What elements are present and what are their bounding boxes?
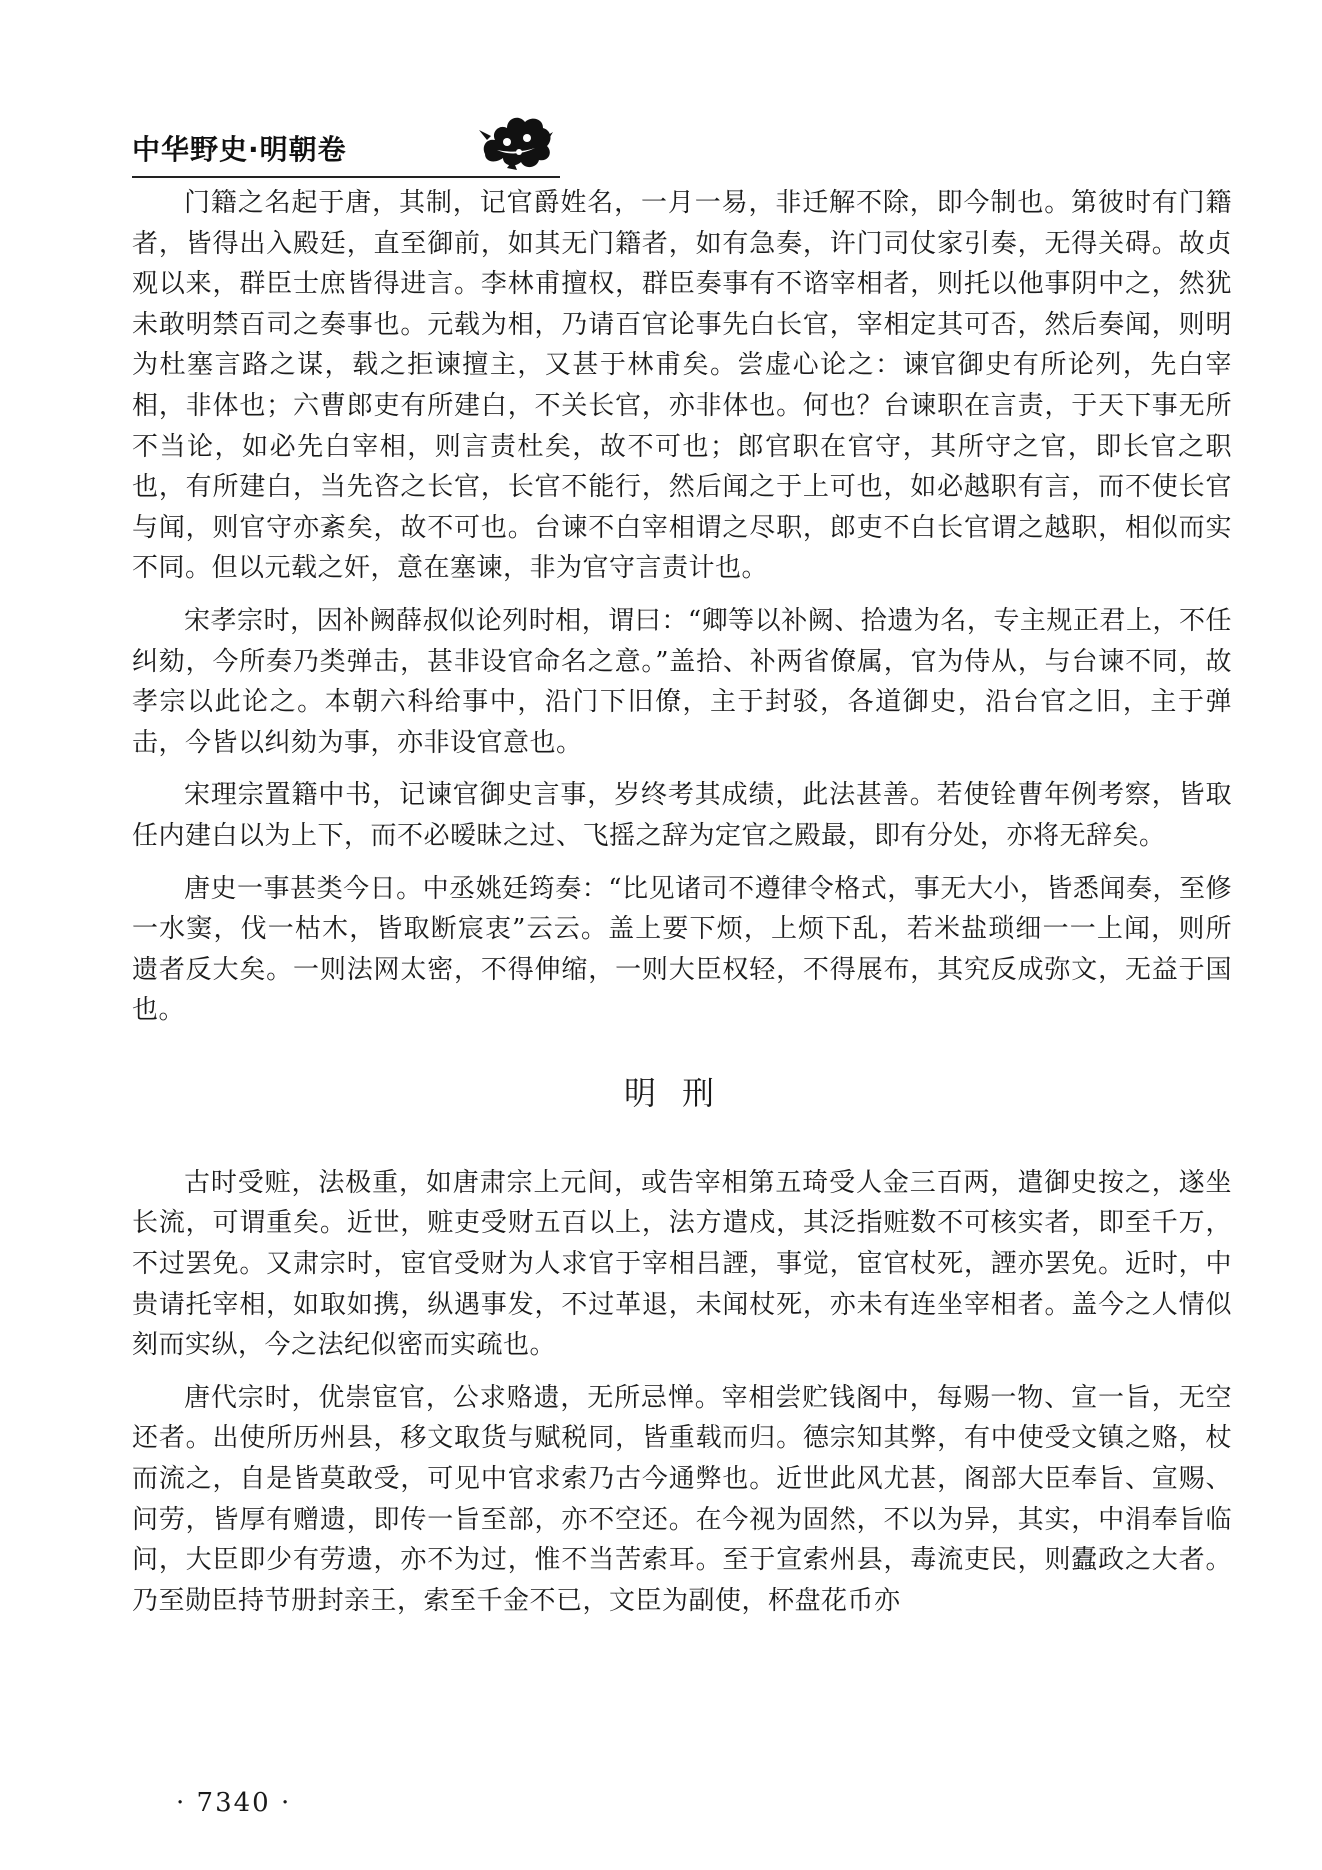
page-number: · 7340 · — [176, 1788, 292, 1818]
section-heading: 明刑 — [623, 1073, 740, 1112]
running-header — [132, 118, 1232, 178]
paragraph: 唐史一事甚类今日。中丞姚廷筠奏：“比见诸司不遵律令格式，事无大小，皆悉闻奏，至修一水窦，伐一枯木，皆取断宸衷”云云。盖上要下烦，上烦下乱，若米盐琐细一一上闻，则所遗者反大矣。一则法网太密，不得伸缩，一则大臣权轻，不得展布，其究反成弥文，无益于国也。 — [132, 873, 1232, 1026]
page-body — [132, 183, 1232, 1633]
paragraph: 唐代宗时，优崇宦官，公求赂遗，无所忌惮。宰相尝贮钱阁中，每赐一物、宣一旨，无空还者。出使所历州县，移文取货与赋税同，皆重载而归。德宗知其弊，有中使受文镇之赂，杖而流之，自是皆莫敢受，可见中官求索乃古今通弊也。近世此风尤甚，阁部大臣奉旨、宣赐、问劳，皆厚有赠遗，即传一旨至部，亦不空还。在今视为固然，不以为异，其实，中涓奉旨临问，大臣即少有劳遗，亦不为过，惟不当苦索耳。至于宣索州县，毒流吏民，则蠹政之大者。乃至勋臣持节册封亲王，索至千金不已，文臣为副使，杯盘花币亦 — [132, 1382, 1232, 1616]
book-title: 中华野史·明朝卷 — [132, 133, 347, 166]
paragraph: 宋理宗置籍中书，记谏官御史言事，岁终考其成绩，此法甚善。若使铨曹年例考察，皆取任内建白以为上下，而不必暧昧之过、飞摇之辞为定官之殿最，即有分处，亦将无辞矣。 — [132, 780, 1232, 851]
paragraph: 古时受赃，法极重，如唐肃宗上元间，或告宰相第五琦受人金三百两，遣御史按之，遂坐长流，可谓重矣。近世，赃吏受财五百以上，法方遣戍，其泛指赃数不可核实者，即至千万，不过罢免。又肃宗时，宦官受财为人求官于宰相吕諲，事觉，宦官杖死，諲亦罢免。近时，中贵请托宰相，如取如携，纵遇事发，不过革退，未闻杖死，亦未有连坐宰相者。盖今之人情似刻而实纵，今之法纪似密而实疏也。 — [132, 1167, 1232, 1361]
dragon-emblem-icon — [477, 110, 555, 172]
paragraph: 门籍之名起于唐，其制，记官爵姓名，一月一易，非迁解不除，即今制也。第彼时有门籍者，皆得出入殿廷，直至御前，如其无门籍者，如有急奏，许门司仗家引奏，无得关碍。故贞观以来，群臣士庶皆得进言。李林甫擅权，群臣奏事有不谘宰相者，则托以他事阴中之，然犹未敢明禁百司之奏事也。元载为相，乃请百官论事先白长官，宰相定其可否，然后奏闻，则明为杜塞言路之谋，载之拒谏擅主，又甚于林甫矣。尝虚心论之：谏官御史有所论列，先白宰相，非体也；六曹郎吏有所建白，不关长官，亦非体也。何也？台谏职在言责，于天下事无所不当论，如必先白宰相，则言责杜矣，故不可也；郎官职在官守，其所守之官，即长官之职也，有所建白，当先咨之长官，长官不能行，然后闻之于上可也，如必越职有言，而不使长官与闻，则官守亦紊矣，故不可也。台谏不白宰相谓之尽职，郎吏不白长官谓之越职，相似而实不同。但以元载之奸，意在塞谏，非为官守言责计也。 — [132, 188, 1232, 584]
paragraph: 宋孝宗时，因补阙薛叔似论列时相，谓曰：“卿等以补阙、拾遗为名，专主规正君上，不任纠劾，今所奏乃类弹击，甚非设官命名之意。”盖拾、补两省僚属，官为侍从，与台谏不同，故孝宗以此论之。本朝六科给事中，沿门下旧僚，主于封驳，各道御史，沿台官之旧，主于弹击，今皆以纠劾为事，亦非设官意也。 — [132, 605, 1232, 758]
header-divider — [132, 176, 560, 178]
